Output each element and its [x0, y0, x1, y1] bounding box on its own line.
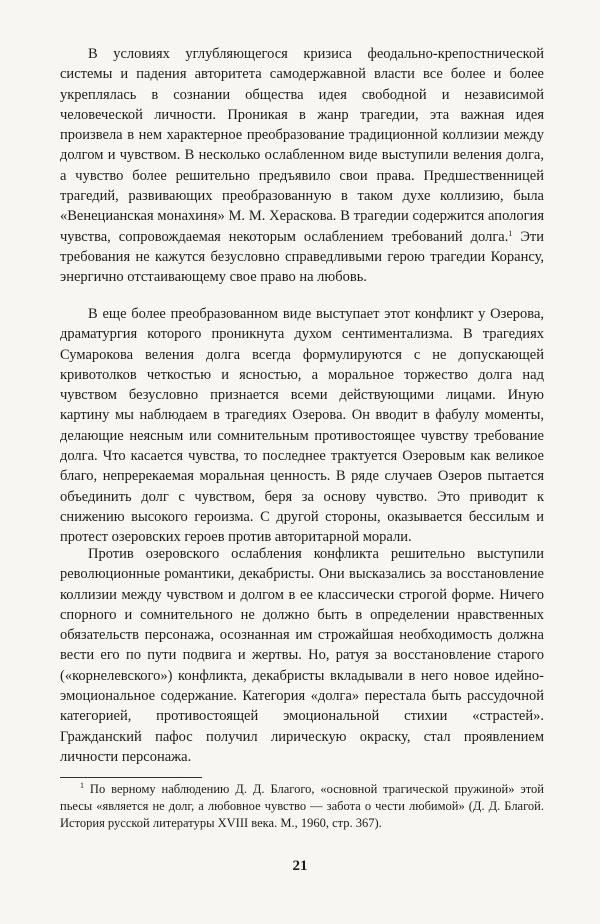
footnote-divider	[60, 777, 202, 778]
footnote-text: По верному наблюдению Д. Д. Благого, «основной трагической пружиной» этой пьесы «является не долг, а любовное чувство — забота о чести любимой» (Д. Д. Благой. История русской литературы XVIII века. М., 1960, стр. 367).	[60, 782, 544, 830]
paragraph-1-tail: Эти требования не кажутся безусловно справедливыми герою трагедии Корансу, энергично отстаивающему свое право на любовь.	[60, 228, 544, 286]
paragraph-1-text: В условиях углубляющегося кризиса феодально-крепостнической системы и падения авторитета самодержавной власти все более и более укреплялась в сознании общества идея свободной и независимой человеческой личности. Проникая в жанр трагедии, эта важная идея произвела в нем характерное преобразование традиционной коллизии между долгом и чувством. В несколько ослабленном виде выступили веления долга, а чувство более решительно предъявило свои права. Предшественницей трагедий, развивающих преобразованную в таком духе коллизию, была «Венецианская монахиня» М. М. Хераскова. В трагедии содержится апология чувства, сопровождаемая некоторым ослаблением требований долга.	[60, 46, 544, 245]
page-number: 21	[292, 858, 308, 874]
footnote-reference[interactable]: 1	[508, 228, 513, 238]
footnote	[60, 781, 544, 832]
paragraph-2: В еще более преобразованном виде выступает этот конфликт у Озерова, драматургия которого проникнута духом сентиментализма. В трагедиях Сумарокова веления долга всегда формулируются с не допускающей кривотолков четкостью и ясностью, а моральное торжество долга над чувством безусловно признается всеми действующими лицами. Иную картину мы наблюдаем в трагедиях Озерова. Он вводит в фабулу моменты, делающие неясным или сомнительным противостоящее чувству требование долга. Что касается чувства, то последнее трактуется Озеровым как великое благо, непререкаемая моральная ценность. В ряде случаев Озеров пытается объединить долг с чувством, беря за основу чувство. Это приводит к снижению высокого героизма. С другой стороны, оказывается бессилым и протест озеровских героев против авторитарной морали.	[60, 306, 544, 546]
footnote-mark: 1	[80, 781, 84, 790]
paragraph-3: Против озеровского ослабления конфликта решительно выступили революционные романтики, декабристы. Они высказались за восстановление коллизии между чувством и долгом в ее классически строгой форме. Ничего спорного и сомнительного не должно быть в определении нравственных обязательств персонажа, осознанная им строжайшая необходимость должна вести его по пути подвига и жертвы. Но, ратуя за восстановление старого («корнелевского») конфликта, декабристы вкладывали в него новое идейно-эмоциональное содержание. Категория «долга» перестала быть рассудочной категорией, противостоящей эмоциональной стихии «страстей». Гражданский пафос получил лирическую окраску, стал проявлением личности персонажа.	[60, 546, 544, 765]
paragraph-1	[60, 44, 544, 288]
